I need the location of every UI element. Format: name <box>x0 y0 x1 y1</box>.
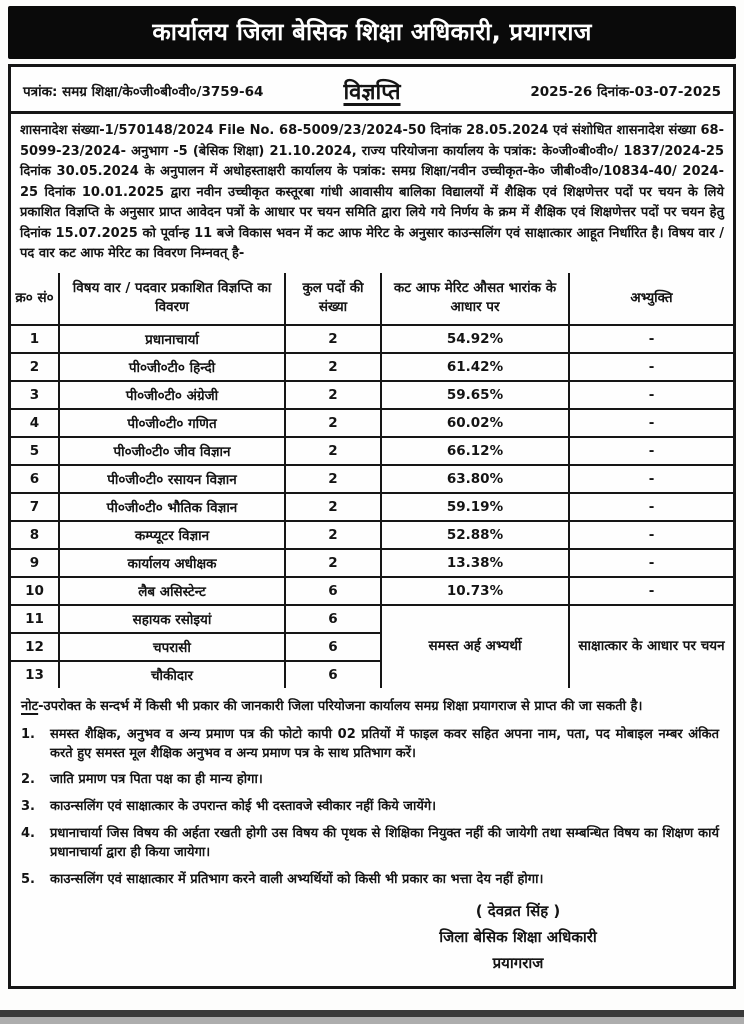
notice-heading: विज्ञप्ति <box>343 80 401 105</box>
remark-cell: - <box>569 577 733 605</box>
serial-cell: 7 <box>11 493 59 521</box>
header-count: कुल पदों की संख्या <box>285 273 381 325</box>
page-edge-strip-dark <box>0 1010 744 1017</box>
issue-date: 2025-26 दिनांक-03-07-2025 <box>530 84 721 100</box>
page-edge-strip-light <box>0 1017 744 1024</box>
item-number: 4. <box>21 826 35 842</box>
remark-cell: - <box>569 493 733 521</box>
office-title: कार्यालय जिला बेसिक शिक्षा अधिकारी, प्रयागराज <box>152 18 592 46</box>
serial-cell: 13 <box>11 661 59 688</box>
table-row <box>11 493 733 521</box>
list-item <box>21 771 723 790</box>
note-line <box>21 698 723 717</box>
table-row <box>11 353 733 381</box>
post-cell: पी०जी०टी० गणित <box>59 409 285 437</box>
post-cell: पी०जी०टी० अंग्रेजी <box>59 381 285 409</box>
remark-cell: - <box>569 381 733 409</box>
serial-cell: 2 <box>11 353 59 381</box>
item-text: प्रधानाचार्या जिस विषय की अर्हता रखती होगी उस विषय की पृथक से शिक्षिका नियुक्त नहीं की जायेगी तथा सम्बन्धित विषय का शिक्षण कार्य प्रधानाचार्या द्वारा ही किया जायेगा। <box>50 826 719 860</box>
signature-block <box>363 898 673 977</box>
table-header-row <box>11 273 733 325</box>
note-section <box>11 688 733 987</box>
remark-cell: - <box>569 353 733 381</box>
count-cell: 6 <box>285 661 381 688</box>
item-text: जाति प्रमाण पत्र पिता पक्ष का ही मान्य होगा। <box>50 772 263 788</box>
count-cell: 2 <box>285 465 381 493</box>
cutoff-cell: 52.88% <box>381 521 569 549</box>
count-cell: 2 <box>285 549 381 577</box>
cutoff-merit-table <box>11 273 733 688</box>
serial-cell: 6 <box>11 465 59 493</box>
merged-cutoff-cell: समस्त अर्ह अभ्यर्थी <box>381 605 569 688</box>
serial-cell: 5 <box>11 437 59 465</box>
remark-cell: - <box>569 521 733 549</box>
count-cell: 2 <box>285 521 381 549</box>
post-cell: पी०जी०टी० रसायन विज्ञान <box>59 465 285 493</box>
serial-cell: 8 <box>11 521 59 549</box>
count-cell: 6 <box>285 577 381 605</box>
post-cell: पी०जी०टी० भौतिक विज्ञान <box>59 493 285 521</box>
note-text: -उपरोक्त के सन्दर्भ में किसी भी प्रकार की जानकारी जिला परियोजना कार्यालय समग्र शिक्षा प्रयागराज से प्राप्त की जा सकती है। <box>38 698 643 714</box>
header-remark: अभ्युक्ति <box>569 273 733 325</box>
header-cutoff: कट आफ मेरिट औसत भारांक के आधार पर <box>381 273 569 325</box>
item-number: 2. <box>21 772 35 788</box>
serial-cell: 9 <box>11 549 59 577</box>
signer-designation: जिला बेसिक शिक्षा अधिकारी <box>439 927 597 946</box>
remark-cell: - <box>569 409 733 437</box>
count-cell: 2 <box>285 381 381 409</box>
cutoff-cell: 10.73% <box>381 577 569 605</box>
post-cell: पी०जी०टी० हिन्दी <box>59 353 285 381</box>
document-frame <box>8 64 736 989</box>
item-text: समस्त शैक्षिक, अनुभव व अन्य प्रमाण पत्र की फोटो कापी 02 प्रतियों में फाइल कवर सहित अपना नाम, पता, पद मोबाइल नम्बर अंकित करते हुए समस्त मूल शैक्षिक अनुभव व अन्य प्रमाण पत्र के साथ प्रतिभाग करें। <box>50 726 719 761</box>
remark-cell: - <box>569 325 733 353</box>
item-text: काउन्सलिंग एवं साक्षात्कार के उपरान्त कोई भी दस्तावजे स्वीकार नहीं किये जायेंगे। <box>50 799 437 815</box>
cutoff-cell: 61.42% <box>381 353 569 381</box>
post-cell: प्रधानाचार्या <box>59 325 285 353</box>
cutoff-cell: 63.80% <box>381 465 569 493</box>
serial-cell: 4 <box>11 409 59 437</box>
item-number: 3. <box>21 799 35 815</box>
post-cell: कार्यालय अधीक्षक <box>59 549 285 577</box>
table-row <box>11 521 733 549</box>
list-item <box>21 825 723 863</box>
list-item <box>21 798 723 817</box>
header-banner <box>8 6 736 59</box>
table-row <box>11 465 733 493</box>
post-cell: चौकीदार <box>59 661 285 688</box>
table-row <box>11 381 733 409</box>
serial-cell: 12 <box>11 633 59 661</box>
count-cell: 2 <box>285 325 381 353</box>
cutoff-cell: 13.38% <box>381 549 569 577</box>
cutoff-cell: 59.65% <box>381 381 569 409</box>
note-label: नोट <box>21 698 39 714</box>
merged-remark-cell: साक्षात्कार के आधार पर चयन <box>569 605 733 688</box>
table-row <box>11 409 733 437</box>
list-item <box>21 726 723 764</box>
serial-cell: 1 <box>11 325 59 353</box>
cutoff-cell: 59.19% <box>381 493 569 521</box>
item-number: 1. <box>21 726 35 742</box>
table-row <box>11 605 733 633</box>
remark-cell: - <box>569 549 733 577</box>
item-text: काउन्सलिंग एवं साक्षात्कार में प्रतिभाग करने वाली अभ्यर्थियों को किसी भी प्रकार का भत्ता देय नहीं होगा। <box>50 871 544 887</box>
count-cell: 2 <box>285 353 381 381</box>
post-cell: सहायक रसोइयां <box>59 605 285 633</box>
post-cell: पी०जी०टी० जीव विज्ञान <box>59 437 285 465</box>
item-number: 5. <box>21 871 35 887</box>
post-cell: लैब असिस्टेन्ट <box>59 577 285 605</box>
count-cell: 2 <box>285 409 381 437</box>
count-cell: 2 <box>285 493 381 521</box>
remark-cell: - <box>569 437 733 465</box>
meta-row <box>11 67 733 111</box>
serial-cell: 11 <box>11 605 59 633</box>
count-cell: 6 <box>285 633 381 661</box>
post-cell: चपरासी <box>59 633 285 661</box>
count-cell: 6 <box>285 605 381 633</box>
post-cell: कम्प्यूटर विज्ञान <box>59 521 285 549</box>
remark-cell: - <box>569 465 733 493</box>
cutoff-cell: 54.92% <box>381 325 569 353</box>
body-paragraph: शासनादेश संख्या-1/570148/2024 File No. 68-5009/23/2024-50 दिनांक 28.05.2024 एवं संशोधित शासनादेश संख्या 68-5099-23/2024- अनुभाग -5 (बेसिक शिक्षा) 21.10.2024, राज्य परियोजना कार्यालय के पत्रांक: के०जी०बी०वी०/ 1837/2024-25 दिनांक 30.05.2024 के अनुपालन में अधोहस्ताक्षरी कार्यालय के पत्रांक: समग्र शिक्षा/नवीन उच्चीकृत-के० जीबी०वी०/10834-40/ 2024-25 दिनांक 10.01.2025 द्वारा नवीन उच्चीकृत कस्तूरबा गांधी आवासीय बालिका विद्यालयों में शैक्षिक एवं शिक्षणेत्तर पदों पर चयन के लिये प्रकाशित विज्ञप्ति के अनुसार प्राप्त आवेदन पत्रों के आधार पर चयन समिति द्वारा लिये गये निर्णय के क्रम में शैक्षिक एवं शिक्षणेत्तर पदों पर चयन हेतु दिनांक 15.07.2025 को पूर्वान्ह 11 बजे विकास भवन में कट आफ मेरिट के अनुसार काउन्सलिंग एवं साक्षात्कार आहूत निर्धारित है। विषय वार / पद वार कट आफ मेरिट का विवरण निम्नवत् है- <box>11 111 733 273</box>
table-body <box>11 325 733 688</box>
serial-cell: 3 <box>11 381 59 409</box>
serial-cell: 10 <box>11 577 59 605</box>
notes-list <box>21 726 723 890</box>
count-cell: 2 <box>285 437 381 465</box>
list-item <box>21 871 723 890</box>
header-serial: क्र० सं० <box>11 273 59 325</box>
cutoff-cell: 60.02% <box>381 409 569 437</box>
table-row <box>11 577 733 605</box>
letter-number: पत्रांक: समग्र शिक्षा/के०जी०बी०वी०/3759-64 <box>23 84 264 100</box>
table-row <box>11 437 733 465</box>
table-row <box>11 549 733 577</box>
signer-name: ( देवव्रत सिंह ) <box>475 901 561 920</box>
cutoff-cell: 66.12% <box>381 437 569 465</box>
header-post: विषय वार / पदवार प्रकाशित विज्ञप्ति का विवरण <box>59 273 285 325</box>
table-row <box>11 325 733 353</box>
signer-place: प्रयागराज <box>492 954 544 973</box>
